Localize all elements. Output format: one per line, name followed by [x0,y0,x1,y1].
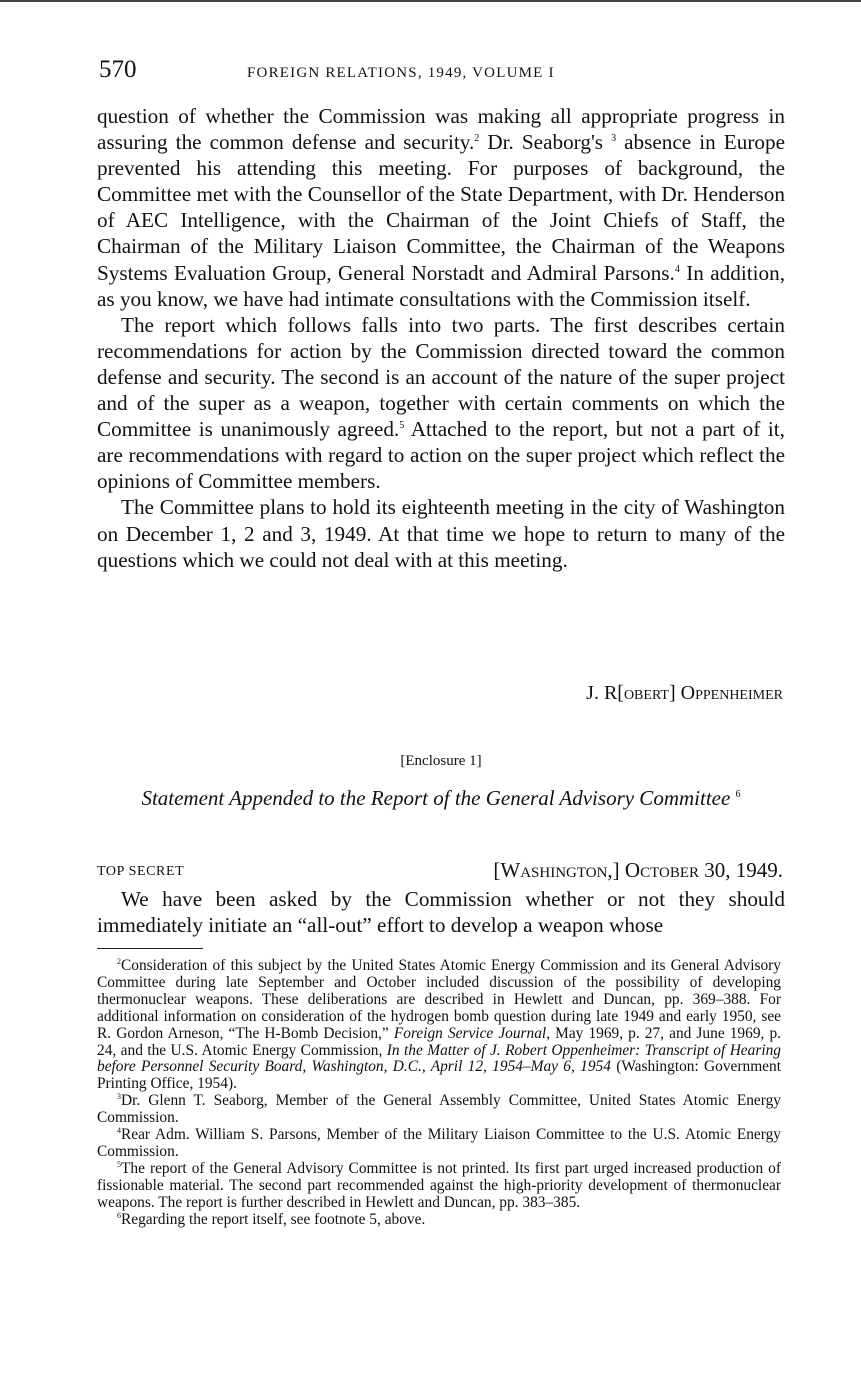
enclosure-label: [Enclosure 1] [400,753,482,769]
footnotes [97,958,781,1229]
footnote-ref-5: 5 [399,420,405,432]
footnote-3: $^3$Dr. Glenn T. Seaborg, Member of the General Assembly Committee, United States Atomic Energy Commission. [97,1092,781,1127]
top-rule [0,0,861,2]
page-header [97,56,785,86]
footnote-ref-2: 2 [474,133,480,145]
dateline: [Washington,] October 30, 1949. [493,858,783,882]
enclosure-title: Statement Appended to the Report of the General Advisory Committee $^6$ [141,786,741,810]
footnote-rule [97,948,203,949]
letter-paragraph-3: The Committee plans to hold its eighteenth meeting in the city of Washington on December 1, 2 and 3, 1949. At that time we hope to return to many of the questions which we could not deal with at this meeting. [97,495,785,572]
letter-body [97,103,785,573]
statement-body [97,886,785,938]
footnote-2: $^2$Consideration of this subject by the United States Atomic Energy Commission and its General Advisory Committee during late September and October included discussion of the possibility of developing thermonuclear weapons. These deliberations are described in Hewlett and Duncan, pp. 369–388. For additional information on consideration of the hydrogen bomb question during late 1949 and early 1950, see R. Gordon Arneson, “The H-Bomb Decision,” Foreign Service Journal, May 1969, p. 27, and June 1969, p. 24, and the U.S. Atomic Energy Commission, In the Matter of J. Robert Oppenheimer: Transcript of Hearing before Personnel Security Board, Washington, D.C., April 12, 1954–May 6, 1954 (Washington: Government Printing Office, 1954). [97,956,781,1093]
footnote-ref-4: 4 [674,263,680,275]
signature: J. R[obert] Oppenheimer [586,682,783,704]
page-number: 570 [99,56,137,83]
letter-paragraph-2: The report which follows falls into two parts. The first describes certain recommendations for action by the Commission directed toward the common defense and security. The second is an account of the nature of the super project and of the super as a weapon, together with certain comments on which the Committee is unanimously agreed.$^5$ Attached to the report, but not a part of it, are recommendations with regard to action on the super project which reflect the opinions of Committee members. [97,312,785,494]
footnote-5: $^5$The report of the General Advisory Committee is not printed. Its first part urged increased production of fissionable material. The second part recommended against the high-priority development of thermonuclear weapons. The report is further described in Hewlett and Duncan, pp. 383–385. [97,1159,781,1211]
classification-marking: TOP SECRET [97,864,185,879]
classification-line [97,858,785,886]
footnote-ref-3: 3 [611,133,617,145]
footnote-4: $^4$Rear Adm. William S. Parsons, Member of the Military Liaison Committee to the U.S. Atomic Energy Commission. [97,1125,781,1160]
footnote-ref-6: 6 [735,789,741,800]
letter-paragraph-1: question of whether the Commission was making all appropriate progress in assuring the common defense and security.$^2$ Dr. Seaborg's $^3$ absence in Europe prevented his attending this meeting. For purposes of background, the Committee met with the Counsellor of the State Department, with Dr. Henderson of AEC Intelligence, with the Chairman of the Joint Chiefs of Staff, the Chairman of the Military Liaison Committee, the Chairman of the Weapons Systems Evaluation Group, General Norstadt and Admiral Parsons.$^4$ In addition, as you know, we have had intimate consultations with the Commission itself. [97,104,786,311]
running-head: FOREIGN RELATIONS, 1949, VOLUME I [247,65,555,81]
footnote-6: $^6$Regarding the report itself, see footnote 5, above. [117,1210,426,1228]
statement-paragraph-1: We have been asked by the Commission whether or not they should immediately initiate an “all-out” effort to develop a weapon whose [97,887,785,938]
